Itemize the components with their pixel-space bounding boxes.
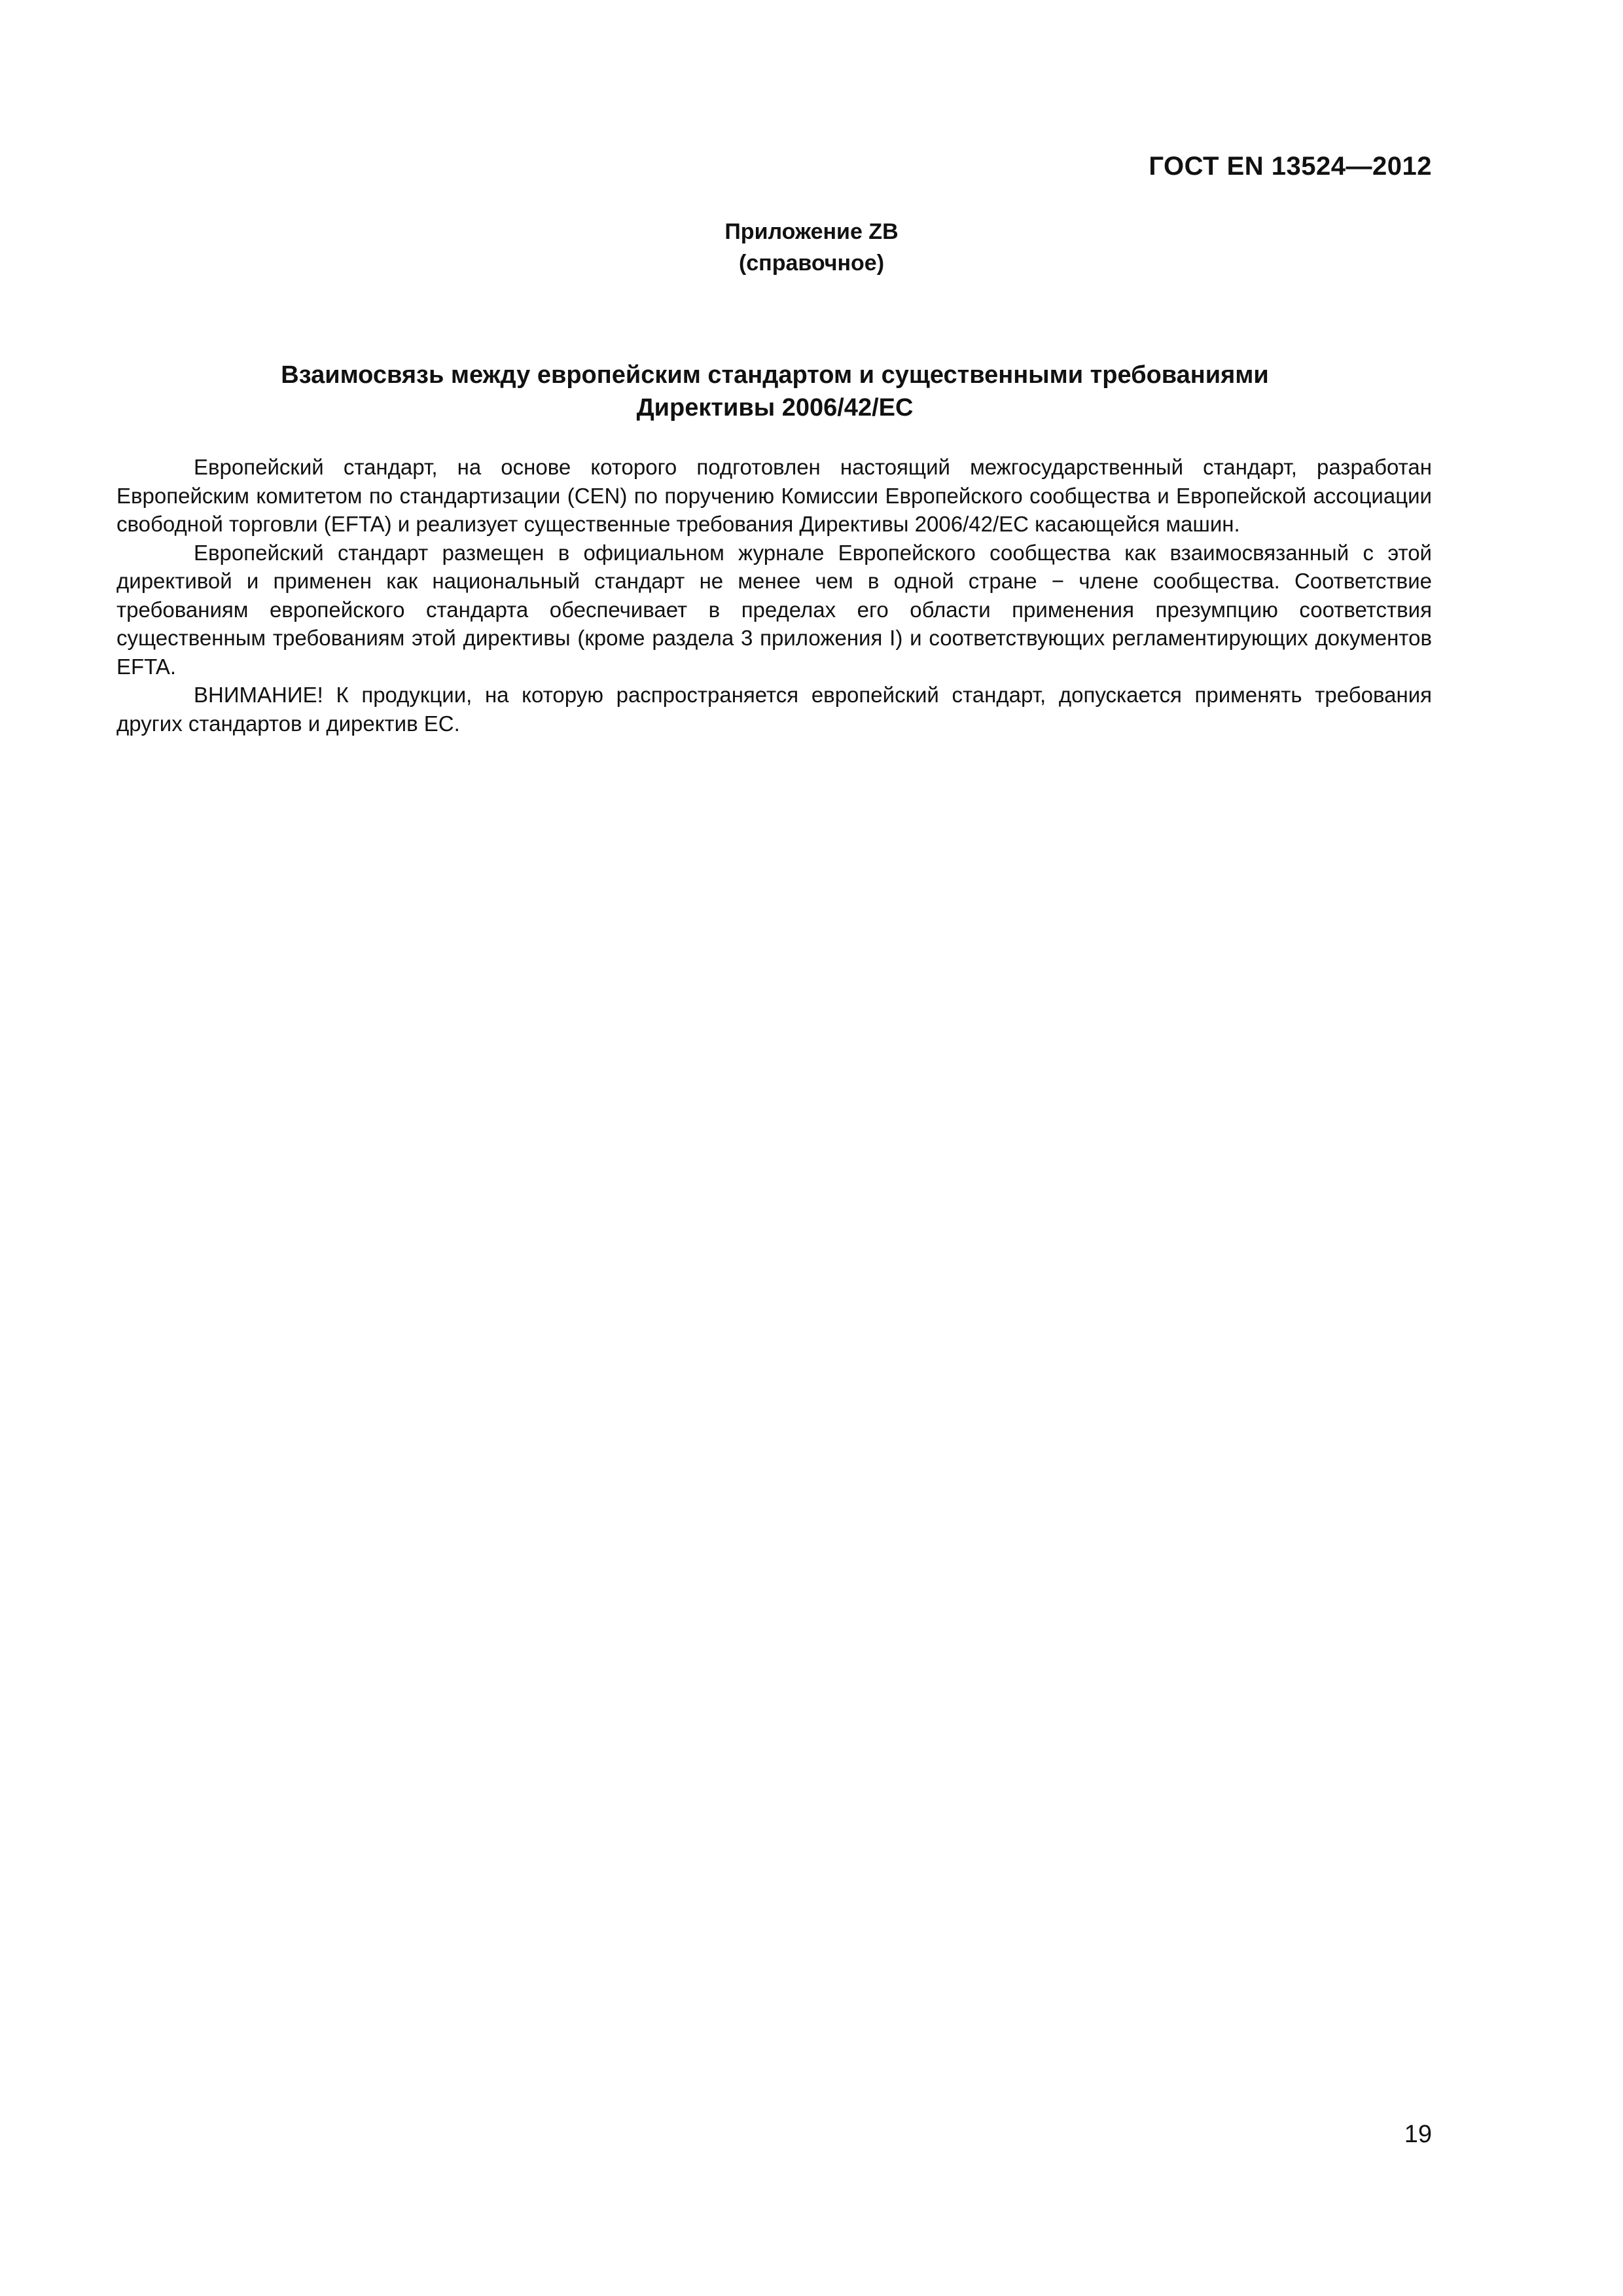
paragraph-1: Европейский стандарт, на основе которого подготовлен настоящий межгосударственный стандарт, разработан Европейским комитетом по стандартизации (CEN) по поручению Комиссии Европейского сообщества и Европейской ассоциации свободной торговли (EFTA) и реализует существенные требования Директивы 2006/42/ЕС касающейся машин. <box>116 455 1432 536</box>
annex-label <box>0 216 1623 279</box>
annex-status: (справочное) <box>738 251 885 276</box>
paragraph-3: ВНИМАНИЕ! К продукции, на которую распространяется европейский стандарт, допускается применять требования других стандартов и директив ЕС. <box>116 683 1432 736</box>
body-text <box>116 453 1432 738</box>
page-number: 19 <box>1404 2121 1432 2148</box>
heading-line-2: Директивы 2006/42/ЕС <box>636 394 914 422</box>
annex-title: Приложение ZB <box>724 219 899 244</box>
document-code: ГОСТ EN 13524—2012 <box>1149 152 1432 181</box>
heading-line-1: Взаимосвязь между европейским стандартом и существенными требованиями <box>281 361 1269 389</box>
paragraph-2: Европейский стандарт размещен в официальном журнале Европейского сообщества как взаимосвязанный с этой директивой и применен как национальный стандарт не менее чем в одной стране − члене сообщества. Соответствие требованиям европейского стандарта обеспечивает в пределах его области применения презумпцию соответствия существенным требованиям этой директивы (кроме раздела 3 приложения I) и соответствующих регламентирующих документов EFTA. <box>116 540 1432 679</box>
section-heading <box>118 359 1432 424</box>
